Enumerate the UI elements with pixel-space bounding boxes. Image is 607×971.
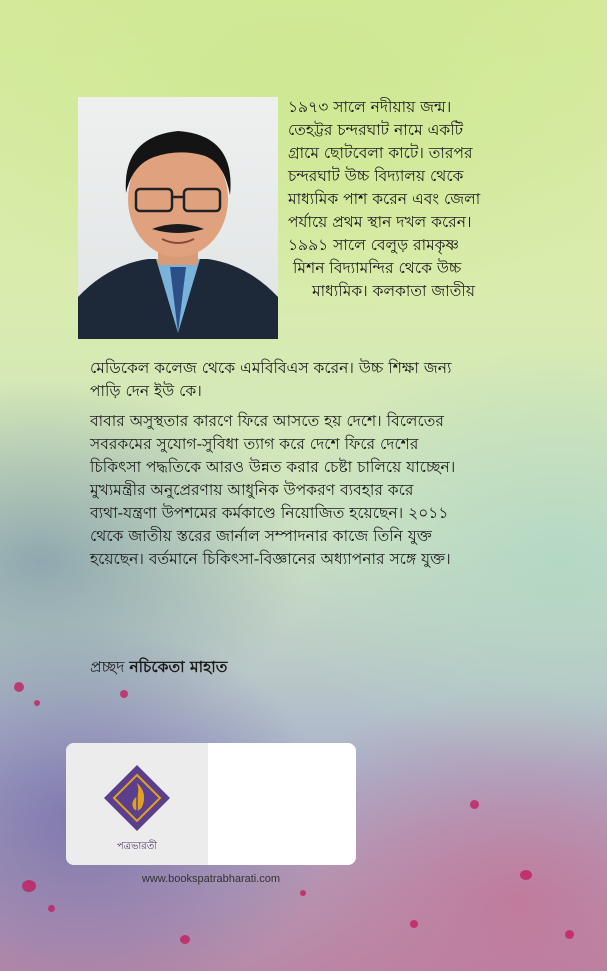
paint-splatter (22, 880, 36, 892)
bio-line: ১৯৯১ সালে বেলুড় রামকৃষ্ণ (288, 236, 459, 254)
bio-line: ১৯৭৩ সালে নদীয়ায় জন্ম। (288, 98, 452, 116)
bio-text-continued (90, 357, 451, 403)
publisher-name: পত্রভারতী (116, 841, 158, 852)
bio-line: তেহট্টর চন্দরঘাট নামে একটি (288, 121, 464, 139)
publisher-logo-icon (102, 763, 172, 833)
bio-line: মাধ্যমিক পাশ করেন এবং জেলা (288, 190, 481, 208)
bio-line: থেকে জাতীয় স্তরের জার্নাল সম্পাদনার কাজে তিনি যুক্ত (90, 527, 432, 545)
bio-line: সবরকমের সুযোগ-সুবিধা ত্যাগ করে দেশে ফিরে দেশের (90, 435, 419, 453)
publisher-website: www.bookspatrabharati.com (141, 873, 281, 885)
bio-line: মুখ্যমন্ত্রীর অনুপ্রেরণায় আধুনিক উপকরণ ব্যবহার করে (90, 481, 414, 499)
author-photo (78, 97, 278, 339)
paint-splatter (565, 930, 574, 939)
paint-splatter (520, 870, 532, 880)
cover-credit-label: প্রচ্ছদ (90, 658, 125, 676)
bio-line: গ্রামে ছোটবেলা কাটে। তারপর (288, 144, 473, 162)
bio-line: চন্দরঘাট উচ্চ বিদ্যালয় থেকে (288, 167, 464, 185)
bio-line: মেডিকেল কলেজ থেকে এমবিবিএস করেন। উচ্চ শিক্ষা জন্য (90, 359, 452, 377)
bio-line: হয়েছেন। বর্তমানে চিকিৎসা-বিজ্ঞানের অধ্যাপনার সঙ্গে যুক্ত। (90, 550, 451, 568)
bio-line: মিশন বিদ্যামন্দির থেকে উচ্চ (293, 259, 462, 277)
paint-splatter (34, 700, 40, 706)
bio-line: পাড়ি দেন ইউ কে। (90, 382, 202, 400)
bio-text-beside-photo (288, 96, 480, 303)
publisher-logo-panel (66, 743, 208, 865)
bio-line: মাধ্যমিক। কলকাতা জাতীয় (312, 282, 475, 300)
paint-splatter (470, 800, 479, 809)
paint-splatter (14, 682, 24, 692)
bio-line: পর্যায়ে প্রথম স্থান দখল করেন। (288, 213, 472, 231)
bio-paragraph-2 (90, 410, 455, 571)
bio-line: চিকিৎসা পদ্ধতিকে আরও উন্নত করার চেষ্টা চালিয়ে যাচ্ছেন। (90, 458, 456, 476)
publisher-logo-card (66, 743, 356, 865)
paint-splatter (300, 890, 306, 896)
bio-line: ব্যথা-যন্ত্রণা উপশমের কর্মকাণ্ডে নিয়োজিত হয়েছেন। ২০১১ (90, 504, 449, 522)
paint-splatter (180, 935, 190, 944)
paint-splatter (48, 905, 55, 912)
paint-splatter (410, 920, 418, 928)
paint-splatter (120, 690, 128, 698)
bio-line: বাবার অসুস্থতার কারণে ফিরে আসতে হয় দেশে। বিলেতের (90, 412, 444, 430)
cover-credit-name: নচিকেতা মাহাত (129, 658, 228, 676)
cover-credit (90, 655, 227, 681)
